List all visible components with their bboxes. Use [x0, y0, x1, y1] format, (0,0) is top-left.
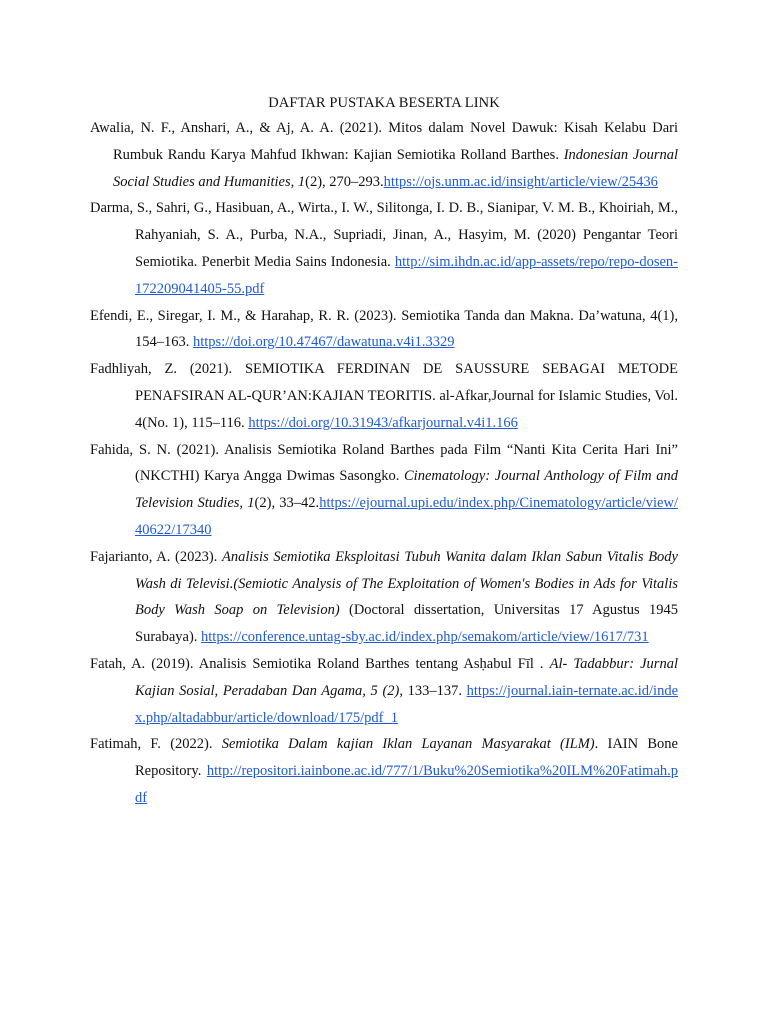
reference-link[interactable]: https://doi.org/10.47467/dawatuna.v4i1.3329: [193, 334, 455, 351]
reference-journal: Semiotika Dalam kajian Iklan Layanan Masyarakat (ILM): [221, 736, 595, 753]
reference-text: Fajarianto, A. (2023).: [90, 548, 222, 565]
reference-link[interactable]: https://journal.iain-ternate.ac.id/index.php/altadabbur/article/download/175/pdf_1: [135, 682, 679, 726]
reference-link[interactable]: https://doi.org/10.31943/afkarjournal.v4i1.166: [248, 414, 518, 431]
reference-entry: [90, 651, 678, 731]
reference-text: Fatah, A. (2019). Analisis Semiotika Roland Barthes tentang Asḥabul Fīl .: [90, 655, 550, 672]
reference-pages: , 133–137.: [399, 682, 467, 699]
reference-link[interactable]: https://conference.untag-sby.ac.id/index.php/semakom/article/view/1617/731: [201, 629, 649, 646]
reference-link[interactable]: https://ejournal.upi.edu/index.php/Cinematology/article/view/40622/17340: [135, 495, 678, 538]
reference-pages: . IAIN Bone Repository.: [135, 736, 678, 780]
reference-text: Fahida, S. N. (2021). Analisis Semiotika Roland Barthes pada Film “Nanti Kita Cerita Hari Ini” (NKCTHI) Karya Angga Dwimas Sasongko.: [90, 441, 678, 485]
reference-link[interactable]: http://sim.ihdn.ac.id/app-assets/repo/repo-dosen-172209041405-55.pdf: [135, 253, 678, 297]
reference-pages: (2), 33–42.: [254, 495, 320, 512]
reference-entry: [90, 195, 678, 302]
reference-entry: [90, 544, 678, 651]
reference-journal: Analisis Semiotika Eksploitasi Tubuh Wanita dalam Iklan Sabun Vitalis Body Wash di Televisi.(Semiotic Analysis of The Exploitation of Women's Bodies in Ads for Vitalis Body Wash Soap on Television): [135, 548, 678, 619]
reference-journal: Al- Tadabbur: Jurnal Kajian Sosial, Peradaban Dan Agama, 5 (2): [135, 655, 678, 699]
reference-pages: (Doctoral dissertation, Universitas 17 Agustus 1945 Surabaya).: [135, 602, 679, 646]
reference-text: Fatimah, F. (2022).: [90, 736, 222, 753]
reference-link[interactable]: http://repositori.iainbone.ac.id/777/1/Buku%20Semiotika%20ILM%20Fatimah.pdf: [135, 763, 678, 806]
reference-pages: (2), 270–293.: [305, 173, 384, 190]
reference-entry: [90, 731, 678, 811]
reference-journal: Indonesian Journal Social Studies and Humanities, 1: [113, 146, 678, 190]
reference-text: Awalia, N. F., Anshari, A., & Aj, A. A. (2021). Mitos dalam Novel Dawuk: Kisah Kelabu Dari Rumbuk Randu Karya Mahfud Ikhwan: Kajian Semiotika Rolland Barthes.: [90, 120, 678, 163]
reference-journal: Cinematology: Journal Anthology of Film and Television Studies, 1: [135, 468, 678, 512]
reference-entry: [90, 356, 678, 436]
reference-entry: [90, 437, 678, 544]
reference-text: Darma, S., Sahri, G., Hasibuan, A., Wirta., I. W., Silitonga, I. D. B., Sianipar, V. M. B., Khoiriah, M., Rahyaniah, S. A., Purba, N.A., Supriadi, Jinan, A., Hasyim, M. (2020) Pengantar Teori Semiotika. Penerbit Media Sains Indonesia.: [90, 200, 678, 270]
reference-list: [90, 115, 678, 812]
reference-text: Efendi, E., Siregar, I. M., & Harahap, R. R. (2023). Semiotika Tanda dan Makna. Da’watuna, 4(1), 154–163.: [90, 307, 678, 351]
reference-link[interactable]: https://ojs.unm.ac.id/insight/article/view/25436: [383, 173, 658, 190]
reference-text: Fadhliyah, Z. (2021). SEMIOTIKA FERDINAN DE SAUSSURE SEBAGAI METODE PENAFSIRAN AL-QUR’AN:KAJIAN TEORITIS. al-Afkar,Journal for Islamic Studies, Vol. 4(No. 1), 115–116.: [90, 361, 678, 431]
reference-entry: [90, 115, 678, 195]
page-title: DAFTAR PUSTAKA BESERTA LINK: [268, 95, 500, 111]
reference-entry: [90, 303, 678, 357]
